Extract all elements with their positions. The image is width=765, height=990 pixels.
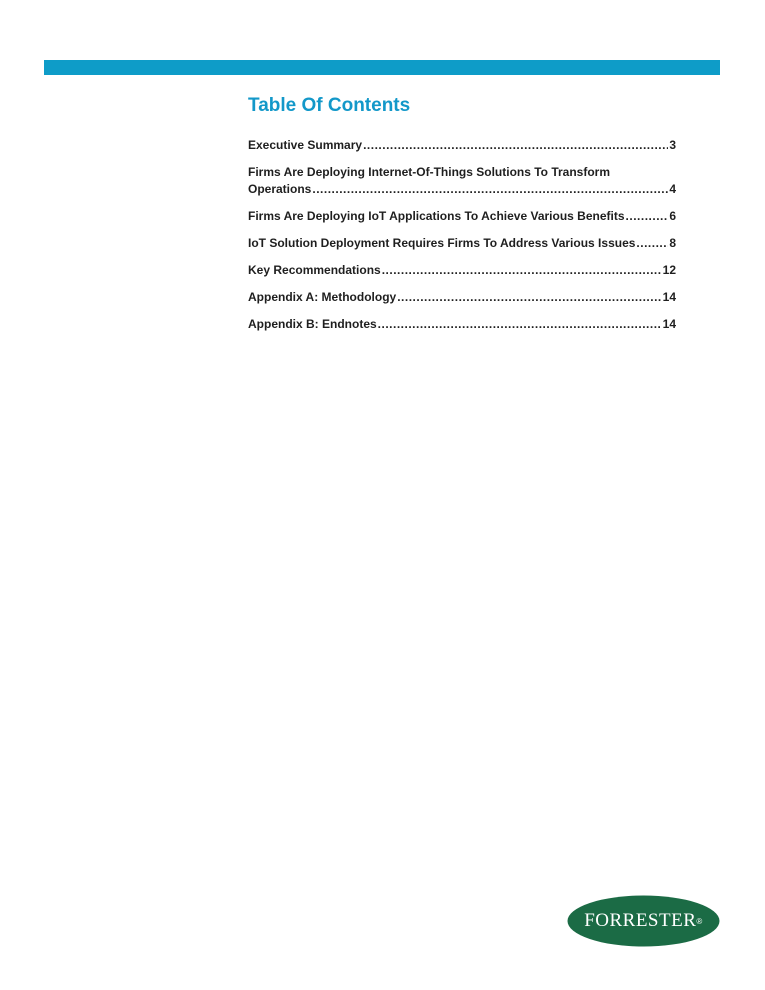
toc-entry-page: 4 bbox=[669, 182, 676, 196]
toc-entry-page: 6 bbox=[669, 209, 676, 223]
toc-entry-title: Appendix B: Endnotes bbox=[248, 317, 377, 331]
toc-entry-key-recommendations[interactable] bbox=[248, 262, 676, 279]
header-accent-bar bbox=[44, 60, 720, 75]
toc-entry-iot-deployment-issues[interactable] bbox=[248, 235, 676, 252]
forrester-logo bbox=[567, 895, 720, 947]
dot-leader bbox=[626, 208, 669, 225]
dot-leader bbox=[363, 137, 668, 154]
dot-leader bbox=[397, 289, 661, 306]
toc-entry-executive-summary[interactable] bbox=[248, 137, 676, 154]
toc-entry-title: Appendix A: Methodology bbox=[248, 290, 397, 304]
dot-leader bbox=[382, 262, 662, 279]
toc-entry-page: 14 bbox=[662, 317, 676, 331]
toc-entry-page: 3 bbox=[669, 138, 676, 152]
toc-entry-iot-applications-benefits[interactable] bbox=[248, 208, 676, 225]
toc-title: Table Of Contents bbox=[248, 95, 411, 116]
toc-entry-page: 12 bbox=[662, 263, 676, 277]
dot-leader bbox=[636, 235, 668, 252]
registered-mark: ® bbox=[696, 916, 703, 926]
toc-entry-page: 8 bbox=[669, 236, 676, 250]
dot-leader bbox=[378, 316, 662, 333]
toc-entry-title: Key Recommendations bbox=[248, 263, 381, 277]
toc-entry-appendix-b[interactable] bbox=[248, 316, 676, 333]
toc-entry-title: Operations bbox=[248, 182, 312, 196]
toc-entry-firms-deploying-iot-solutions[interactable] bbox=[248, 164, 676, 198]
logo-text: FORRESTER bbox=[584, 910, 697, 931]
toc-entry-title: Executive Summary bbox=[248, 138, 363, 152]
dot-leader bbox=[312, 181, 668, 198]
toc-entry-title: IoT Solution Deployment Requires Firms To Address Various Issues bbox=[248, 236, 636, 250]
toc-entry-title-line1: Firms Are Deploying Internet-Of-Things Solutions To Transform bbox=[248, 165, 611, 179]
table-of-contents bbox=[248, 137, 676, 343]
toc-entry-title: Firms Are Deploying IoT Applications To Achieve Various Benefits bbox=[248, 209, 625, 223]
toc-entry-appendix-a[interactable] bbox=[248, 289, 676, 306]
toc-entry-page: 14 bbox=[662, 290, 676, 304]
